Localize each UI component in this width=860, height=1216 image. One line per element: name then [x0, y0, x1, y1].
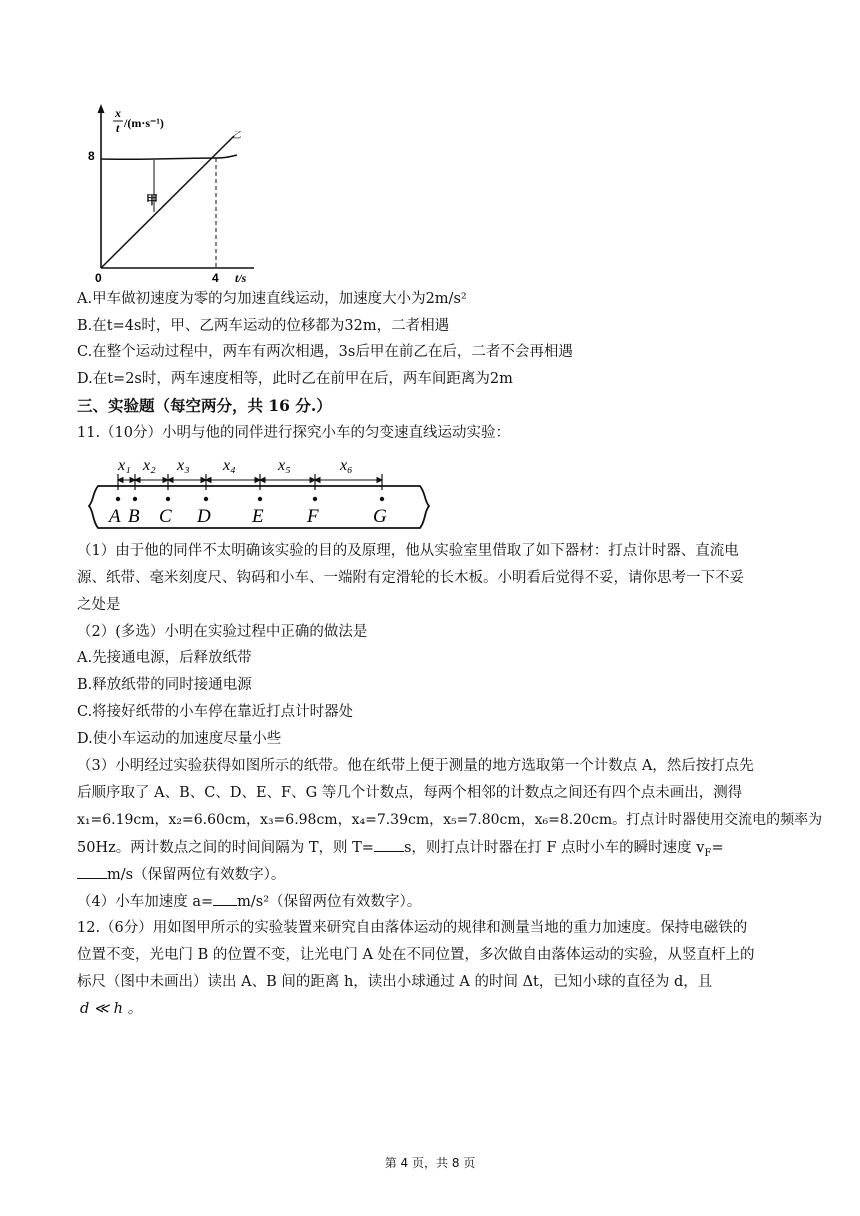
point-label: A: [109, 506, 121, 527]
xlabel: t/s: [235, 271, 247, 285]
origin-label: 0: [95, 271, 102, 285]
q11-intro: 11.（10分）小明与他的同伴进行探究小车的匀变速直线运动实验：: [77, 425, 511, 441]
segment-arrows: [118, 478, 382, 483]
paper-tape-figure: [88, 450, 438, 532]
label-yi: 乙: [232, 131, 242, 141]
segment-label: x₅: [278, 457, 291, 474]
segment-label: x₁: [118, 457, 131, 474]
q11-part4-text-a: （4）小车加速度 a=: [77, 894, 214, 910]
series-jia-line: [101, 136, 234, 268]
point-label: F: [307, 506, 319, 527]
q10-option-b: B.在t=4s时，甲、乙两车运动的位移都为32m，二者相遇: [77, 318, 450, 334]
point-label: C: [159, 506, 172, 527]
q11-part2-option-a: A.先接通电源，后释放纸带: [77, 650, 252, 666]
q11-part2-option-d: D.使小车运动的加速度尽量小些: [77, 731, 282, 747]
q11-part3-line4-text-c: =: [711, 840, 724, 856]
q11-part4-text-b: m/s²（保留两位有效数字）。: [237, 894, 422, 910]
segment-label: x₄: [223, 457, 236, 474]
section-3-heading: 三、实验题（每空两分，共 16 分.）: [77, 396, 332, 415]
segment-label: x₃: [177, 457, 190, 474]
point-label: G: [373, 506, 387, 527]
q12-line3: 标尺（图中未画出）读出 A、B 间的距离 h，读出小球通过 A 的时间 Δt，已知小球的直径为 d，且: [77, 974, 713, 990]
q11-part3-line3: x₁=6.19cm，x₂=6.60cm，x₃=6.98cm，x₄=7.39cm，x₅=7.80cm，x₆=8.20cm。打点计时器使用交流电的频率为: [77, 812, 823, 828]
q12-line2: 位置不变，光电门 B 的位置不变，让光电门 A 处在不同位置，多次做自由落体运动的实验，从竖直杆上的: [77, 947, 755, 963]
q11-part2: （2）(多选）小明在实验过程中正确的做法是: [77, 624, 368, 640]
point-label: E: [252, 506, 264, 527]
q11-part3-line5-text: m/s（保留两位有效数字）。: [107, 867, 286, 883]
y-tick-8: 8: [88, 149, 95, 163]
segment-label: x₂: [143, 457, 156, 474]
ylabel-num: x: [115, 106, 121, 120]
q10-option-c: C.在整个运动过程中，两车有两次相遇，3s后甲在前乙在后，二者不会再相遇: [77, 344, 573, 360]
q11-part3-line1: （3）小明经过实验获得如图所示的纸带。他在纸带上便于测量的地方选取第一个计数点 A，然后按打点先: [77, 758, 754, 774]
vf-subscript: F: [704, 847, 712, 859]
q11-part2-option-c: C.将接好纸带的小车停在靠近打点计时器处: [77, 704, 354, 720]
q11-part3-line2: 后顺序取了 A、B、C、D、E、F、G 等几个计数点，每两个相邻的计数点之间还有四个点未画出，测得: [77, 785, 743, 801]
q12-line1: 12.（6分）用如图甲所示的实验装置来研究自由落体运动的规律和测量当地的重力加速度。保持电磁铁的: [77, 920, 748, 936]
point-label: D: [197, 506, 211, 527]
page-footer: 第 4 页，共 8 页: [384, 1156, 476, 1170]
label-jia: 甲: [146, 193, 159, 207]
x-tick-4: 4: [212, 271, 219, 285]
q11-part3-line4: [77, 837, 790, 864]
point-label: B: [128, 506, 140, 527]
q11-part4: [77, 891, 790, 912]
answer-blank-t[interactable]: [374, 837, 404, 852]
q11-part3-line4-text-a: 50Hz。两计数点之间的时间间隔为 T，则 T=: [77, 840, 374, 856]
segment-boundaries: [118, 474, 382, 490]
ylabel-den: t: [116, 121, 120, 135]
q10-option-a: A.甲车做初速度为零的匀加速直线运动，加速度大小为2m/s²: [77, 291, 467, 307]
q11-part1-line3: 之处是: [77, 597, 121, 613]
xt-t-graph: [82, 100, 262, 285]
series-yi-line: [101, 155, 237, 159]
q12-line4: d ≪ h 。: [80, 1001, 143, 1017]
q10-option-d: D.在t=2s时，两车速度相等，此时乙在前甲在后，两车间距离为2m: [77, 371, 513, 387]
q11-part3-line4-text-b: s，则打点计时器在打 F 点时小车的瞬时速度 v: [403, 840, 705, 856]
tape-dots: [116, 497, 384, 501]
ylabel-unit: /(m·s⁻¹): [124, 116, 164, 130]
q11-part2-option-b: B.释放纸带的同时接通电源: [77, 677, 252, 693]
answer-blank-a[interactable]: [213, 891, 237, 906]
q11-part1-line2: 源、纸带、毫米刻度尺、钩码和小车、一端附有定滑轮的长木板。小明看后觉得不妥，请你思考一下不妥: [77, 570, 744, 586]
answer-blank-vf[interactable]: [77, 864, 107, 879]
q11-part1-line1: （1）由于他的同伴不太明确该实验的目的及原理，他从实验室里借取了如下器材：打点计时器、直流电: [77, 543, 739, 559]
y-axis-arrow: [98, 104, 105, 113]
segment-label: x₆: [340, 457, 353, 474]
q11-part3-line5: [77, 864, 790, 885]
